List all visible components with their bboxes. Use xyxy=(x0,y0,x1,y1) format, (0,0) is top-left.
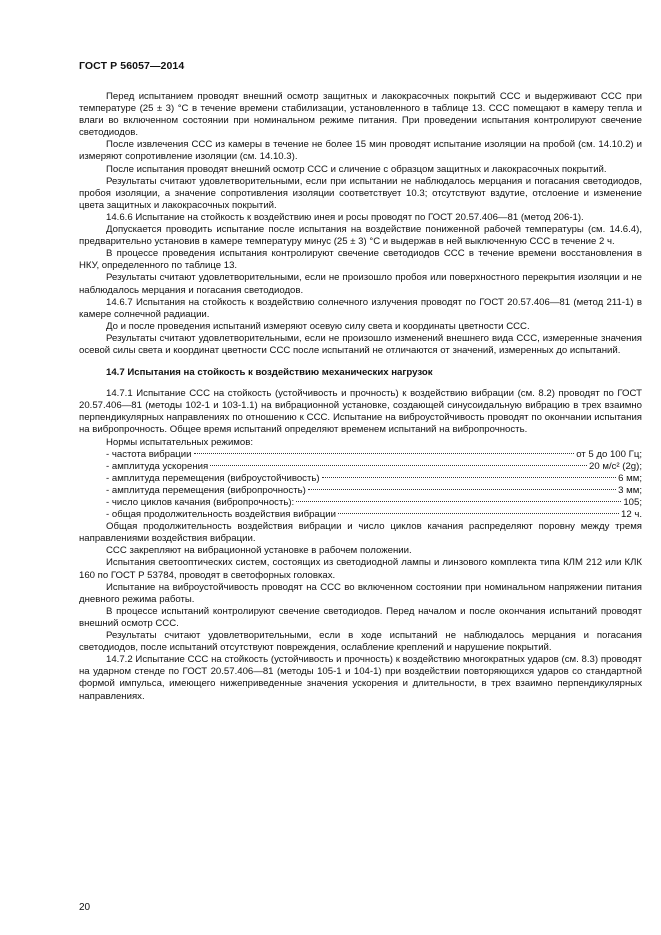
paragraph: Испытание на виброустойчивость проводят на ССС во включенном состоянии при номинальном напряжении питания дневного режима работы. xyxy=(79,581,642,605)
norm-label: - амплитуда перемещения (виброустойчивость) xyxy=(106,472,320,484)
norm-label: - амплитуда перемещения (вибропрочность) xyxy=(106,484,306,496)
paragraph: После извлечения ССС из камеры в течение не более 15 мин проводят испытание изоляции на пробой (см. 14.10.2) и измеряют сопротивление изоляции (см. 14.10.3). xyxy=(79,139,642,163)
paragraph: Результаты считают удовлетворительными, если не произошло изменений внешнего вида ССС, измеренные значения осевой силы света и координат цветности ССС после испытаний не отличаются от значений, измеренных до испытаний. xyxy=(79,332,642,356)
leader-dots xyxy=(308,489,616,490)
norm-label: - общая продолжительность воздействия вибрации xyxy=(106,509,336,521)
leader-dots xyxy=(296,501,621,502)
norm-label: - число циклов качания (вибропрочность): xyxy=(106,497,295,508)
document-header: ГОСТ Р 56057—2014 xyxy=(79,60,185,72)
leader-dots xyxy=(194,453,575,454)
paragraph: Результаты считают удовлетворительными, если не произошло пробоя или поверхностного перекрытия изоляции и не наблюдалось мерцания и погасания светодиодов. xyxy=(79,272,642,296)
paragraph: 14.6.7 Испытания на стойкость к воздействию солнечного излучения проводят по ГОСТ 20.57.406—81 (метод 211-1) в камере солнечной радиации. xyxy=(79,296,642,320)
leader-dots xyxy=(322,477,617,478)
norm-value: 12 ч. xyxy=(620,509,642,521)
norm-value: от 5 до 100 Гц; xyxy=(576,448,642,460)
paragraph: ССС закрепляют на вибрационной установке в рабочем положении. xyxy=(106,545,412,557)
norm-label: - частота вибрации xyxy=(106,448,192,460)
leader-dots xyxy=(338,513,619,514)
norm-value: 6 мм; xyxy=(618,472,642,484)
norm-row xyxy=(106,449,642,461)
norm-row xyxy=(106,473,642,485)
page-number: 20 xyxy=(79,902,91,913)
paragraph: Нормы испытательных режимов: xyxy=(106,436,254,448)
paragraph: Испытания светооптических систем, состоящих из светодиодной лампы и линзового комплекта типа КЛМ 212 или КЛК 160 по ГОСТ Р 53784, проводят в светофорных головках. xyxy=(79,557,642,581)
norm-row xyxy=(106,497,642,509)
norm-row xyxy=(106,461,642,473)
paragraph: В процессе проведения испытания контролируют свечение светодиодов ССС в течение времени восстановления в НКУ, определенного по таблице 13. xyxy=(79,248,642,272)
norms-list xyxy=(79,449,642,522)
paragraph: 14.7.2 Испытание ССС на стойкость (устойчивость и прочность) к воздействию многократных ударов (см. 8.3) проводят на ударном стенде по ГОСТ 20.57.406—81 (методы 105-1 и 104-1) при воздействии повторяющихся ударов со стандартной формой импульса, имеющего нижеприведенные значения ускорения и длительности, в трех взаимно перпендикулярных направлениях. xyxy=(79,654,642,702)
paragraph: Результаты считают удовлетворительными, если в ходе испытаний не наблюдалось мерцания и погасания светодиодов, после испытаний отсутствуют повреждения, ослабление креплений и нарушение покрытий. xyxy=(79,630,642,654)
norm-value: 3 мм; xyxy=(618,484,642,496)
norm-label: - амплитуда ускорения xyxy=(106,460,209,472)
paragraph: Результаты считают удовлетворительными, если при испытании не наблюдалось мерцания и погасания светодиодов, пробоя изоляции, а значение сопротивления изоляции соответствует 10.3; отсутствуют вздутие, отслоение и изменение цвета защитных и лакокрасочных покрытий. xyxy=(79,175,642,211)
norm-row xyxy=(106,485,642,497)
paragraph: После испытания проводят внешний осмотр ССС и сличение с образцом защитных и лакокрасочных покрытий. xyxy=(106,163,607,175)
norm-value: 20 м/с² (2g); xyxy=(589,460,642,472)
leader-dots xyxy=(210,465,587,466)
paragraph: Общая продолжительность воздействия вибрации и число циклов качания распределяют поровну между тремя направлениями воздействия вибрации. xyxy=(79,521,642,545)
paragraph: В процессе испытаний контролируют свечение светодиодов. Перед началом и после окончания испытаний проводят внешний осмотр ССС. xyxy=(79,605,642,629)
norm-value: 105; xyxy=(623,497,642,508)
paragraph: До и после проведения испытаний измеряют осевую силу света и координаты цветности ССС. xyxy=(106,320,530,332)
paragraph: Допускается проводить испытание после испытания на воздействие пониженной рабочей температуры (см. 14.6.4), предварительно установив в камере температуру минус (25 ± 3) °С и выдержав в ней выключенную ССС в течение 2 ч. xyxy=(79,224,642,248)
document-body xyxy=(79,91,642,703)
section-heading: 14.7 Испытания на стойкость к воздействию механических нагрузок xyxy=(106,367,433,379)
paragraph: 14.6.6 Испытание на стойкость к воздействию инея и росы проводят по ГОСТ 20.57.406—81 (метод 206-1). xyxy=(106,211,584,223)
paragraph: Перед испытанием проводят внешний осмотр защитных и лакокрасочных покрытий ССС и выдерживают ССС при температуре (25 ± 3) °С в течение времени стабилизации, установленного в таблице 13. ССС помещают в камеру тепла и влаги во включенном состоянии при номинальном режиме питания. При проведении испытания контролируют свечение светодиодов. xyxy=(79,91,642,139)
paragraph: 14.7.1 Испытание ССС на стойкость (устойчивость и прочность) к воздействию вибрации (см. 8.2) проводят по ГОСТ 20.57.406—81 (методы 102-1 и 103-1.1) на вибрационной установке, создающей синусоидальную вибрацию в трех взаимно перпендикулярных направлениях по отношению к ССС. Испытание на виброустойчивость проводят по окончании испытания на вибропрочность. Общее время испытаний определяют временем испытаний на вибропрочность. xyxy=(79,388,642,436)
norm-row xyxy=(106,509,642,521)
